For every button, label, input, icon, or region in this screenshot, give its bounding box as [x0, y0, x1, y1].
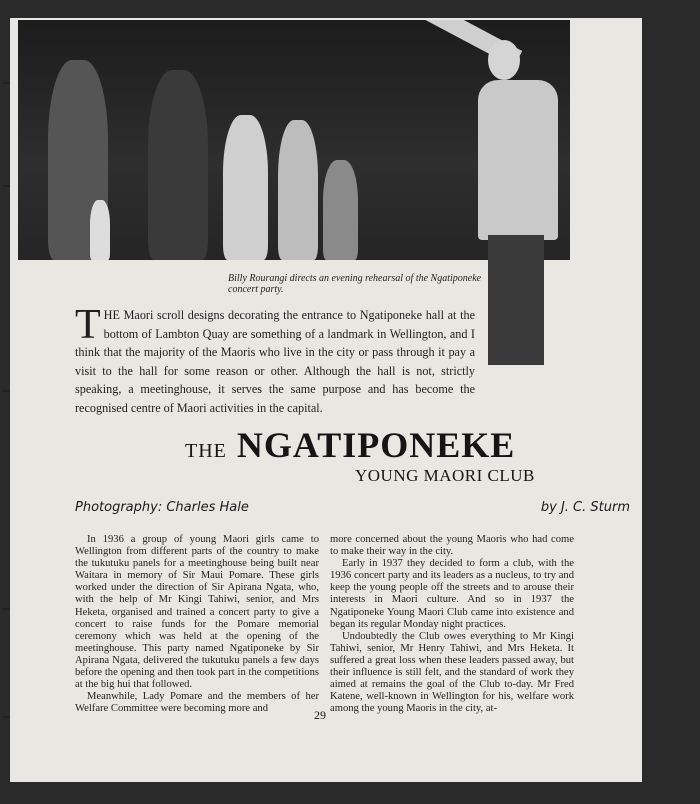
photography-credit: Photography: Charles Hale — [75, 500, 249, 515]
conductor-figure — [478, 40, 558, 365]
paragraph: Early in 1937 they decided to form a club, with the 1936 concert party and its leaders as a nucleus, to try and keep the young people off the streets and to arouse their interests in Maori culture. And so in 1937 the Ngatiponeke Young Maori Club came into existence and began its regular Monday night practices. — [330, 558, 574, 630]
intro-paragraph: THE Maori scroll designs decorating the entrance to Ngatiponeke hall at the bottom of Lambton Quay are something of a landmark in Wellington, and I think that the majority of the Maoris who live in the city or pass through it pay a visit to the hall for some reason or other. Although the hall is not, strictly speaking, a meetinghouse, it serves the same purpose and has become the recognised centre of Maori activities in the capital. — [75, 302, 475, 415]
paragraph: Meanwhile, Lady Pomare and the members of her Welfare Committee were becoming more and — [75, 691, 319, 715]
paragraph: more concerned about the young Maoris who had come to make their way in the city. — [330, 534, 574, 558]
article-subtitle: YOUNG MAORI CLUB — [355, 466, 535, 485]
page-number: 29 — [314, 708, 326, 722]
author-byline: by J. C. Sturm — [540, 500, 630, 515]
article-title: THE NGATIPONEKE — [185, 425, 516, 465]
photo-caption: Billy Rourangi directs an evening rehearsal of the Ngatiponeke concert party. — [228, 273, 482, 295]
paragraph: Undoubtedly the Club owes everything to Mr Kingi Tahiwi, senior, Mr Henry Tahiwi, and Mrs Heketa. It suffered a great loss when these leaders passed away, but their influence is still felt, and the standard of work they aimed at remains the goal of the Club to-day. Mr Fred Katene, well-known in Wellington for his, welfare work among the young Maoris in the city, at- — [330, 630, 574, 715]
right-column — [330, 534, 574, 715]
left-column — [75, 534, 319, 715]
paragraph: In 1936 a group of young Maori girls came to Wellington from different parts of the country to make the tukutuku panels for a meetinghouse being built near Waitara in memory of Sir Maui Pomare. These girls worked under the direction of Sir Apirana Ngata, who, with the help of Mr Kingi Tahiwi, senior, and Mrs Heketa, organised and trained a concert party to give a concert to raise funds for the Pomare memorial ceremony which was held at the opening of the meetinghouse. This party named Ngatiponeke by Sir Apirana Ngata, delivered the tukutuku panels a few days before the opening and then took part in the competitions at the big hui that followed. — [75, 534, 319, 691]
drop-cap: T — [75, 302, 101, 348]
